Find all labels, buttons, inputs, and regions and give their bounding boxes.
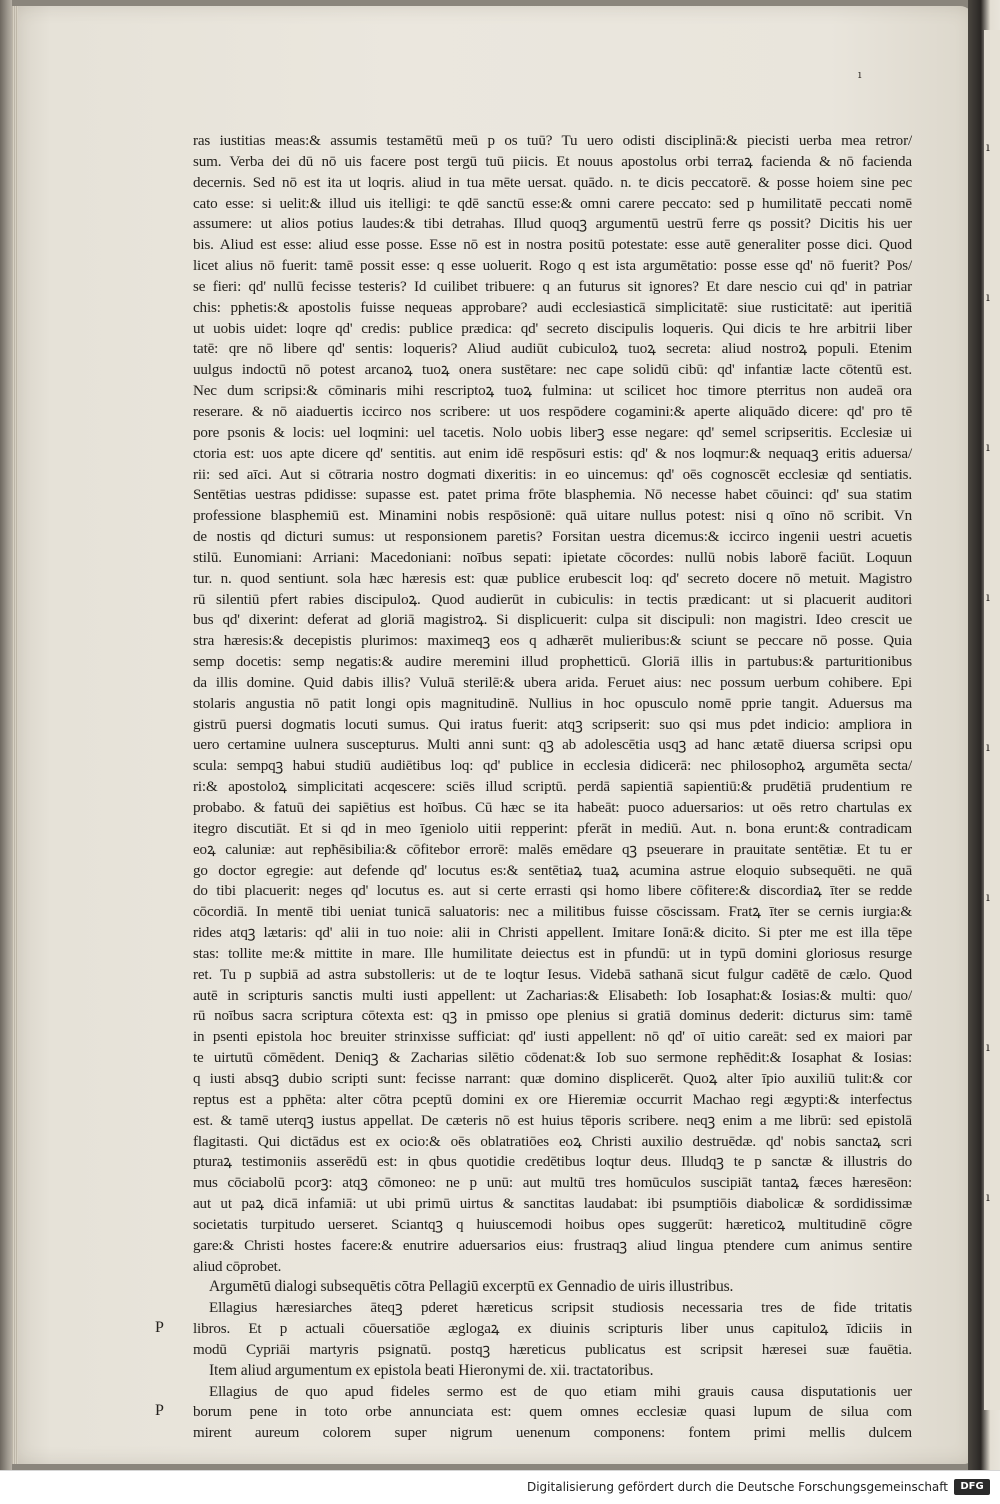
text-line: tatē: qre nō libere qd' sentis: loqueris? Aliud audiūt cubiculoꝝ tuoꝝ secreta: aliud nostroꝝ populi. Etenim	[193, 341, 912, 358]
main-text-block	[155, 131, 912, 1444]
book-spine-edge	[0, 0, 12, 1470]
section-heading: Item aliud argumentum ex epistola beati Hieronymi de. xii. tractatoribus.	[209, 1361, 654, 1379]
text-line: Nec dum scripsi:& cōminaris mihi rescriptoꝝ tuoꝝ fulmina: ut scilicet hoc timore pterritus non audeā ora	[193, 383, 912, 400]
text-line: est. & tamē uterqꝫ iustus appellat. De cæteris nō est huius tēporis scribere. neqꝫ enim a me librū: sed epistolā	[193, 1112, 912, 1129]
text-line: rū silentiū pfert rabies discipuloꝝ. Quod audierūt in cubiculis: in tectis prædicant: ut si placuerit auditori	[193, 591, 912, 608]
text-line: mus cōciabolū pcorꝫ: atqꝫ cōmoneo: ne p unū: aut multū tres homūculos suscipiāt tantaꝝ fæces hæresēon:	[193, 1175, 912, 1192]
text-line: rū noībus sacra scriptura cōtexta est: qꝫ in pmisso ope plenius si gratiā dominus dederit: dicturus sim: tamē	[193, 1008, 912, 1025]
text-line: uero certamine uulnera suscepturus. Multi anni sunt: qꝫ ab adolescētia usqꝫ ad hanc ætatē diuersa scripsi opu	[193, 737, 912, 754]
text-line: da illis domine. Quid dabis illis? Vuluā sterilē:& ubera arida. Feruet aius: nec possum uerbum cohibere. Epi	[193, 674, 912, 691]
text-line: autē in scripturis sanctis multi iusti appellent: ut Zacharias:& Elisabeth: Iob Iosaphat:& Iosias:& multi: quo/	[193, 987, 912, 1004]
text-line: gistrū puersi dogmatis locuti sumus. Qui iratus fuerit: atqꝫ scripserit: suo qsi mus pdet indicio: ampliora in	[193, 716, 912, 733]
text-line: pturaꝝ testimoniis asserēdū est: in qbus quotidie credētibus loqtur deus. Illudqꝫ te p sanctæ & illustris do	[193, 1154, 912, 1171]
text-line: ctoria est: uos apte dicere qd' sentitis. aut enim idē respōsuri estis: qd' & nos loqmur:& nequaqꝫ eritis aduersa/	[193, 445, 912, 462]
section-body	[155, 1298, 912, 1361]
text-line: bus qd' dixerint: deferat ad gloriā magistroꝝ. Si displicuerit: culpa sit discipuli: non magistri. Ideo crescit ue	[193, 612, 912, 629]
text-line: ut uobis uidet: loqre qd' credis: publice prædica: qd' secreto discipulis loqueris. Qui dicis te hre arbitrii liber	[193, 320, 912, 337]
text-line: borum pene in toto orbe annunciata est: quem omnes ecclesiæ quasi lupum de silua com	[193, 1404, 912, 1421]
text-line: cato esse: si uelit:& illud uis itelligi: te qdē sanctū esse:& omni carere peccato: sed p humilitatē peccati nomē	[193, 195, 912, 212]
text-line: decernis. Sed nō est ita ut loqris. aliud in tua mēte uersat. quādo. n. te dicis peccatorē. & posse hoiem sine pec	[193, 174, 912, 191]
text-line: libros. Et p actuali cōuersatiōe æglogaꝝ ex diuinis scripturis liber unus capituloꝝ īdiciis in	[193, 1321, 912, 1338]
section-body	[155, 1382, 912, 1445]
text-line: reptus est a pphēta: alter cōtra pceptū domini ex ore Hieremiæ occurrit Machao regi ægypti:& interfectus	[193, 1091, 912, 1108]
footer-bar	[0, 1470, 1000, 1504]
text-line: stolaris angustia nō patit longi opis magnitudinē. Nullius in hoc opusculo nomē pprie tangit. Aduersus ma	[193, 695, 912, 712]
text-line: se fieri: qd' nullū fecisse testeris? Id cuilibet tribuere: q an futurus sit ignores? Et dare nescio cui qd' in patriar	[193, 278, 912, 295]
text-line: pore psonis & locis: uel loqmini: uel tacetis. Nolo uobis liberꝫ esse negare: qd' semel scripseritis. Ecclesiæ ui	[193, 424, 912, 441]
text-line: do tibi placuerit: neges qd' locutus es. aut si certe errasti qsi homo libere cōfitere:& discordiaꝝ īter se redde	[193, 883, 912, 900]
text-line: probabo. & fatuū dei sapiētius est hoībus. Cū hæc se ita habeāt: puoco aduersarios: ut oēs retro chartulas ex	[193, 800, 912, 816]
facing-page-fragment: ı	[986, 1190, 990, 1204]
text-line: mirent aureum colorem super nigrum uenenum componens: fontem primi mellis dulcem	[193, 1425, 912, 1442]
text-line: eoꝝ caluniæ: aut repħēsibilia:& cōfitebor errorē: malēs emēdare qꝫ pseuerare in prauitate sentētiæ. Et tu er	[193, 841, 912, 858]
text-line: chis: pphetis:& apostolis fuisse nequeas approbare? audi ecclesiasticā simplicitatē: siue rusticitatē: aut iperitiā	[193, 299, 912, 316]
text-line: te uirtutū cōmēdent. Deniqꝫ & Zacharias silētio cōdenat:& Iob suo sermone repħēdit:& Iosaphat & Iosias:	[193, 1050, 912, 1067]
text-line: ras iustitias meas:& assumis testamētū meū p os tuū? Tu uero odisti disciplinā:& pieci​sti uerba mea retror/	[193, 133, 912, 149]
text-line: stra hæresis:& decepistis plurimos: maximeqꝫ eos q adhærēt mulieribus:& sciunt se peccare nō posse. Quia	[193, 633, 912, 650]
text-line: cōcordiā. In mentē tibi ueniat tunicā saluatoris: nec a militibus fuisse cōscissam. Fratꝝ īter se cernis iurgia:&	[193, 904, 912, 921]
text-line: Sentētias uestras pdidisse: supasse est. patet prima frōte blasphemia. Nō necesse habet cōuinci: qd' sua statim	[193, 487, 912, 504]
text-line: assumere: ut alios potius laudes:& tibi detrahas. Illud quoqꝫ argumentū uestrū ferre qs possit? Dicitis his uer	[193, 216, 912, 233]
text-line: rides atqꝫ lætaris: qd' alii in tuo noie: alii in Christi appellent. Imitare Ionā:& dicito. Si pter me est illa tēpe	[193, 925, 912, 942]
text-line: itegro discutiāt. Et si qd in meo īgeniolo uitii repperint: pferāt in mediū. Aut. n. bona erunt:& contradicam	[193, 820, 912, 837]
text-line: sum. Verba dei dū nō uis facere post tergū tuū piicis. Et nouus apostolus orbi terraꝝ facienda & nō facienda	[193, 153, 912, 170]
text-line: rii: sed aīci. Aut si cōtraria nostro dogmati dixeritis: in eo uincemus: qd' oēs cognoscēt ecclesiæ qd sentiatis.	[193, 466, 912, 483]
facing-page-fragment: ı	[986, 740, 990, 754]
text-line: Ellagius de quo apud fideles sermo est de quo etiam mihi grauis causa disputationis uer	[209, 1383, 912, 1400]
facing-page-fragment: ı	[986, 590, 990, 604]
text-line: societatis turpitudo uerseret. Sciantqꝫ q huiuscemodi hoibus opes suggerūt: hæreticoꝝ multitudinē cōgre	[193, 1216, 912, 1233]
text-line: de nostis qd dicturi sumus: ut responsionem paretis? Forsitan uestra dicemus:& iccirco ingenii uestri acuetis	[193, 529, 912, 546]
text-line: Ellagius hæresiarches āteqꝫ pderet hæreticus scripsit studiosis necessaria tres de fide tritatis	[209, 1300, 912, 1317]
text-line: ret. Tu p supbiā ad astra substolleris: ut de te loqtur Iesus. Videbā sathanā sicut fulgur cadētē de cælo. Quod	[193, 966, 912, 983]
guide-initial: P	[155, 1401, 164, 1419]
text-line: professione blasphemiū est. Minamini nobis respōsionē: quā uitare nullus potest: nisi q oīno nō scribit. Vn	[193, 508, 912, 525]
text-line: modū Cypriāi martyris psignatū. postqꝫ hæreticus publicatus est scripsit hæresei suæ fauētia.	[193, 1341, 912, 1358]
text-line: in psenti epistola hoc breuiter strinxisse sufficiat: qd' iusti appellent: nō qd' oī uitio careāt: sed ex maiori par	[193, 1029, 912, 1046]
text-line: scula: sempqꝫ habui studiū audiētibus loq: qd' publice in ecclesia didicerā: nec philosophoꝝ argumēta secta/	[193, 758, 912, 775]
text-line: q iusti absqꝫ dubio scripti sunt: fecisse narrant: quæ domino displicerēt. Quoꝝ alter īpio auxiliū tulit:& cor	[193, 1070, 912, 1087]
text-line: go doctor egregie: aut defende qd' locutus es:& sentētiaꝝ tuaꝝ acumina astrue eloquio subsequēti. ne quā	[193, 862, 912, 879]
text-line: gare:& Christi hostes facere:& enutrire aduersarios eius: frustraqꝫ aliud lingua ptendere cum animus sentire	[193, 1237, 912, 1254]
text-line: flagitasti. Qui dictādus est ex ocio:& oēs oblatratiōes eoꝝ Christi auxilio destruēdæ. qd' nobis sanctaꝝ scri	[193, 1133, 912, 1150]
text-line: stilū. Eunomiani: Arriani: Macedoniani: noībus sepati: ipietate cōcordes: nullū nobis laborē faciūt. Loquun	[193, 549, 912, 566]
footer-credit: Digitalisierung gefördert durch die Deutsche Forschungsgemeinschaft	[526, 1480, 948, 1494]
text-line: tur. n. quod sentiunt. sola hæc hæresis est: quæ publice erubescit loq: qd' secreto docere nō metuit. Magistro	[193, 570, 912, 587]
folio-mark: ı	[858, 68, 862, 81]
text-line: uulgus indoctū nō potest arcanoꝝ tuoꝝ onera sustētare: nec cape solidū cibū: qd' infantiæ lacte cōtentū est.	[193, 362, 912, 379]
facing-page-fragment: ı	[986, 440, 990, 454]
text-line: bis. Aliud est esse: aliud esse posse. Esse nō est in nostra positū potestate: esse autē generaliter posse dici. Quod	[193, 237, 912, 254]
text-line: stas: tollite me:& mittite in mare. Ille humilitate deiectus est in pfundū: ut in typū domini gloriosus resurge	[193, 945, 912, 962]
guide-initial: P	[155, 1319, 164, 1337]
section-heading: Argumētū dialogi subsequētis cōtra Pellagiū excerptū ex Gennadio de uiris illustribus.	[209, 1278, 734, 1296]
facing-page-fragment: ı	[986, 290, 990, 304]
text-line: reserare. & nō aiaduertis iccirco nos scribere: ut uos respōdere cogamini:& aperte aliquādo dicere: qd' pro tē	[193, 403, 912, 420]
facing-page-fragment: ı	[986, 140, 990, 154]
text-line: licet alius nō fuerit: tamē possit esse: q esse uoluerit. Rogo q est ista argumētatio: posse esse qd' nō fuerit? Pos/	[193, 258, 912, 275]
facing-page-fragment: ı	[986, 890, 990, 904]
text-line: ri:& apostoloꝝ simplicitati acqescere: sciēs illud scriptū. perdā sapientiā sapientiū:& prudētiā prudentium re	[193, 779, 912, 796]
text-line: semp docetis: semp negatis:& audire meremini illud prophetticū. Gloriā illis in partubus:& parturitionibus	[193, 654, 912, 671]
page-stack-edge	[12, 6, 18, 1464]
dfg-logo: DFG	[954, 1479, 990, 1495]
text-line: aliud cōprobet.	[193, 1258, 282, 1275]
facing-page-fragment: ı	[986, 1040, 990, 1054]
text-line: aut ut paꝝ dicā infamiā: ut ubi primū uirtus & sanctitas laudabat: ibi psumptiōis diabolicæ & sordidissimæ	[193, 1196, 912, 1213]
